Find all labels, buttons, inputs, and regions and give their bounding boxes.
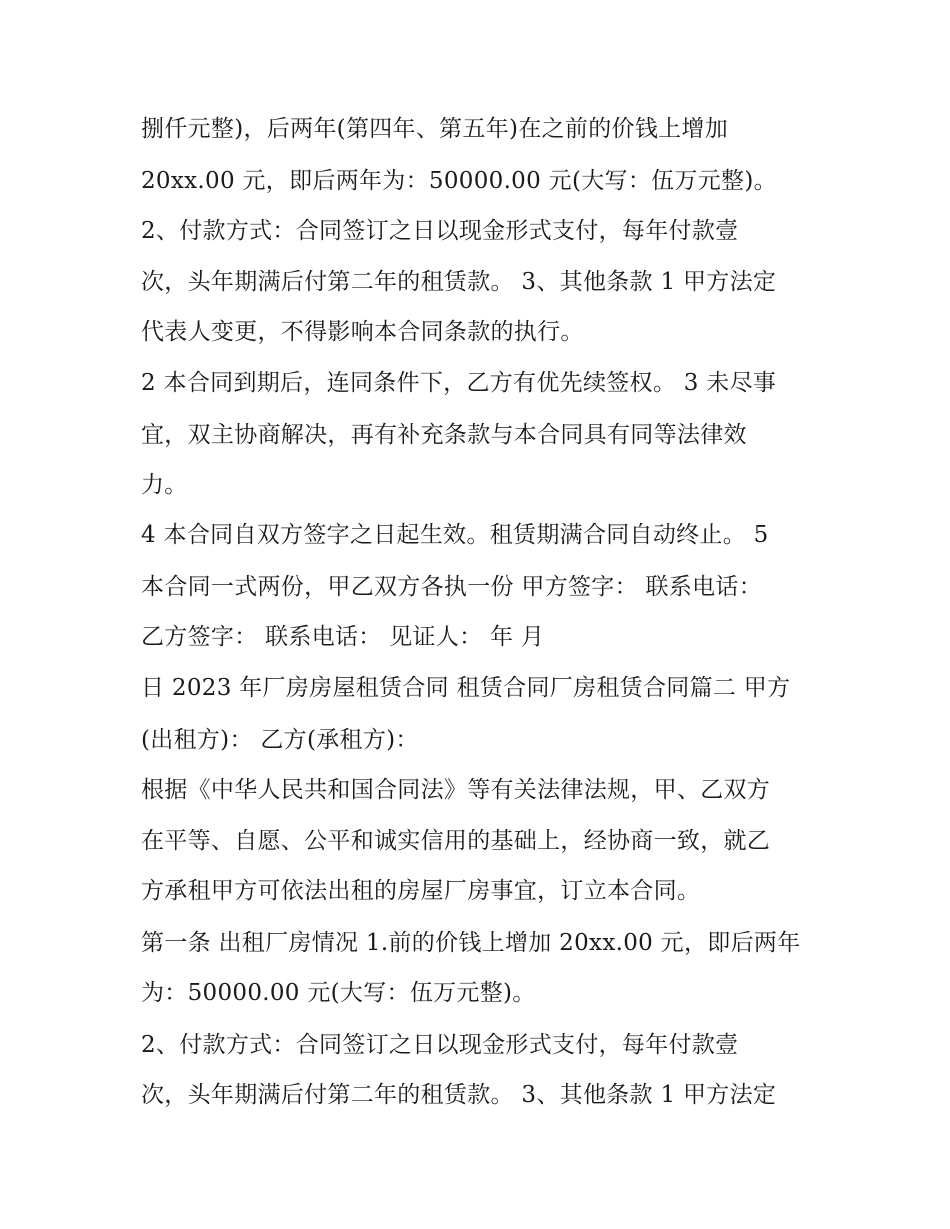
text-line: 2 本合同到期后，连同条件下，乙方有优先续签权。 3 未尽事 — [141, 370, 777, 396]
text-line: 4 本合同自双方签字之日起生效。租赁期满合同自动终止。 5 — [141, 522, 769, 548]
text-line: 次，头年期满后付第二年的租赁款。 3、其他条款 1 甲方法定 — [141, 1082, 777, 1108]
text-line: 2、付款方式：合同签订之日以现金形式支付，每年付款壹 — [141, 1032, 739, 1058]
text-line: 在平等、自愿、公平和诚实信用的基础上，经协商一致，就乙 — [141, 828, 771, 854]
text-line: (出租方)： 乙方(承租方)： — [141, 727, 419, 753]
text-line: 20xx.00 元，即后两年为：50000.00 元(大写：伍万元整)。 — [141, 168, 777, 194]
text-line: 乙方签字： 联系电话： 见证人： 年 月 — [141, 624, 545, 650]
text-line: 日 2023 年厂房房屋租赁合同 租赁合同厂房租赁合同篇二 甲方 — [141, 675, 791, 701]
text-line: 方承租甲方可依法出租的房屋厂房事宜，订立本合同。 — [141, 878, 701, 904]
text-line: 为：50000.00 元(大写：伍万元整)。 — [141, 980, 536, 1006]
text-line: 本合同一式两份，甲乙双方各执一份 甲方签字： 联系电话： — [141, 574, 763, 600]
text-line: 根据《中华人民共和国合同法》等有关法律法规，甲、乙双方 — [141, 777, 771, 803]
text-line: 捌仟元整)，后两年(第四年、第五年)在之前的价钱上增加 — [141, 116, 729, 142]
text-line: 宜，双主协商解决，再有补充条款与本合同具有同等法律效 — [141, 422, 747, 448]
text-line: 第一条 出租厂房情况 1.前的价钱上增加 20xx.00 元，即后两年 — [141, 930, 801, 956]
text-line: 2、付款方式：合同签订之日以现金形式支付，每年付款壹 — [141, 218, 739, 244]
text-line: 次，头年期满后付第二年的租赁款。 3、其他条款 1 甲方法定 — [141, 269, 777, 295]
text-line: 代表人变更，不得影响本合同条款的执行。 — [141, 319, 584, 345]
text-line: 力。 — [141, 472, 188, 498]
